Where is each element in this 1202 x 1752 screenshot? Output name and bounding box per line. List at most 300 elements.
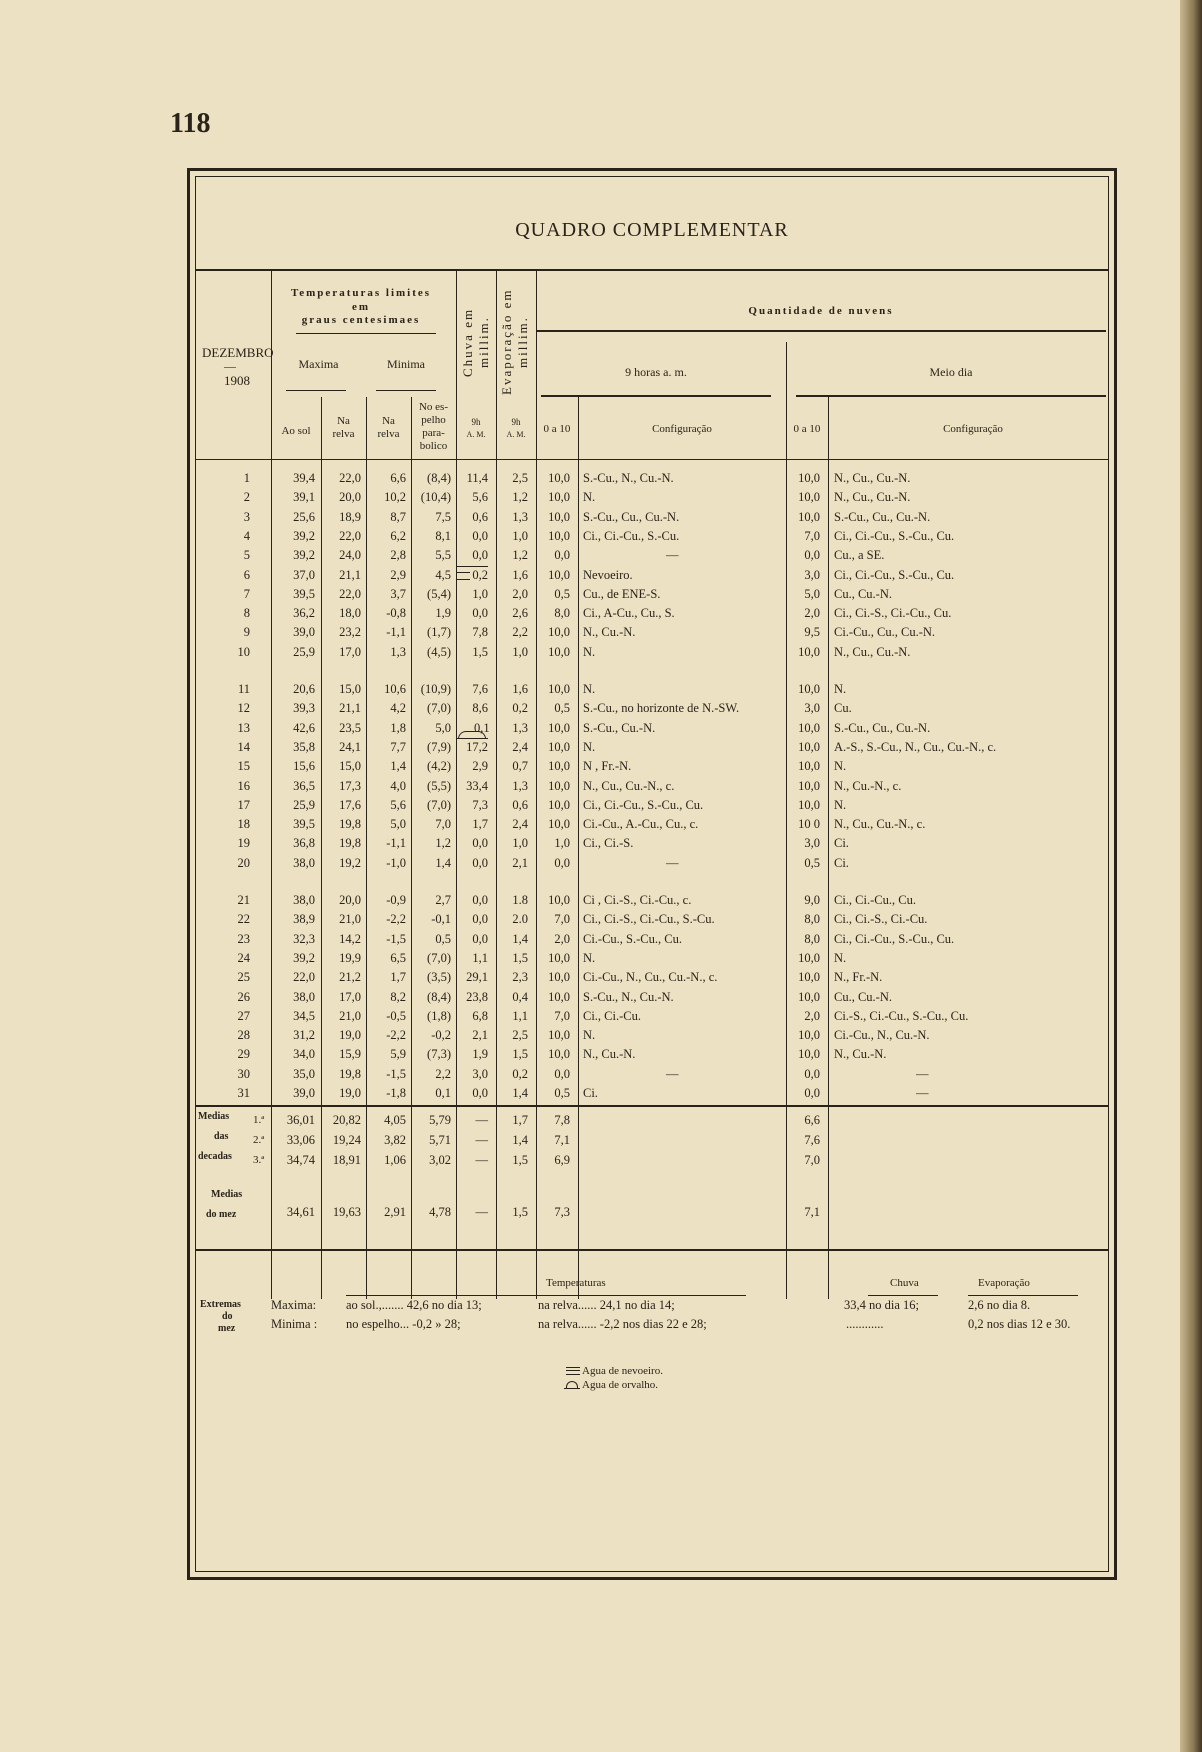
month-mean-relva-min: 2,91 [384, 1205, 406, 1219]
cell-relva-max: 22,0 [339, 586, 361, 601]
decade-means-label-3: decadas [198, 1151, 232, 1162]
cell-nmd: 9,0 [804, 893, 820, 907]
cell-evap: 1,4 [512, 1086, 528, 1100]
cell-relva-max: 20,0 [339, 490, 361, 505]
cell-nmd: 10,0 [798, 509, 820, 524]
cell-sol: 39,0 [293, 625, 315, 640]
cell-nmd: 8,0 [804, 931, 820, 946]
cell-sol: 36,8 [293, 836, 315, 851]
extremes-temperaturas-rule [346, 1295, 746, 1296]
evap-time-line2: A. M. [506, 430, 526, 439]
decade-mean-rain: — [475, 1133, 488, 1147]
day-number: 1 [243, 471, 250, 485]
cell-relva-max: 21,1 [339, 701, 361, 716]
decade-ordinal: 2.ª [253, 1134, 265, 1146]
cell-config-midday: S.-Cu., Cu., Cu.-N. [834, 509, 931, 524]
cell-relva-max: 19,8 [339, 817, 361, 832]
cell-sol: 39,2 [293, 528, 315, 543]
cell-config-9am: S.-Cu., Cu., Cu.-N. [583, 509, 680, 524]
cell-nmd: 2,0 [804, 1008, 820, 1023]
cell-rain: 1,0 [472, 586, 488, 601]
cell-rain: 0,0 [472, 931, 488, 946]
decade-mean-row [196, 1109, 1116, 1131]
maxima-label: Maxima [298, 357, 339, 371]
cell-sol: 34,5 [293, 1008, 315, 1023]
extremes-top-rule [196, 1249, 1108, 1251]
cell-espelho: 2,2 [435, 1066, 451, 1081]
decade-mean-n9: 6,9 [554, 1153, 570, 1167]
temperatures-group-rule [296, 333, 436, 334]
temperatures-group-line3: graus centesimaes [301, 314, 421, 326]
cell-relva-max: 21,1 [339, 567, 361, 582]
cell-sol: 36,2 [293, 606, 315, 621]
cell-evap: 2,4 [512, 817, 528, 832]
cell-config-midday: Ci., Ci.-Cu., S.-Cu., Cu. [834, 567, 955, 582]
cell-config-9am: N., Cu.-N. [583, 625, 636, 640]
cell-rain: 7,8 [472, 625, 488, 640]
cell-config-midday: N., Cu., Cu.-N. [834, 471, 911, 485]
cell-n9: 10,0 [548, 797, 570, 812]
cell-nmd: 10 0 [798, 817, 820, 832]
cell-nmd: 10,0 [798, 1028, 820, 1043]
cell-espelho: -0,1 [431, 912, 451, 927]
cell-sol: 39,2 [293, 950, 315, 965]
cell-config-midday: Ci.-Cu., Cu., Cu.-N. [834, 625, 936, 640]
legend-fog [566, 1365, 663, 1377]
table-row [196, 641, 1116, 663]
day-number: 17 [237, 797, 250, 812]
decade-mean-espelho: 3,02 [429, 1153, 451, 1167]
cell-config-9am: — [666, 1066, 679, 1081]
month-dash: — [224, 359, 236, 373]
extremes-label-2: do [222, 1311, 233, 1322]
cell-config-midday: Ci., Ci.-S., Ci.-Cu. [834, 912, 928, 927]
cell-relva-min: 5,0 [390, 817, 406, 832]
cell-config-9am: Cu., de ENE-S. [583, 586, 661, 601]
month-mean-rain: — [475, 1205, 488, 1219]
cell-nmd: 10,0 [798, 950, 820, 965]
cell-espelho: 7,0 [435, 817, 451, 832]
cell-sol: 25,9 [293, 644, 315, 659]
cell-config-9am: N. [583, 950, 596, 965]
cell-n9: 7,0 [554, 912, 570, 927]
extremes-min-relva: na relva...... -2,2 nos dias 22 e 28; [538, 1317, 707, 1331]
cell-relva-max: 24,0 [339, 548, 361, 563]
day-number: 15 [237, 759, 250, 774]
cell-config-midday: N., Cu., Cu.-N. [834, 490, 911, 505]
cell-relva-max: 18,0 [339, 606, 361, 621]
rain-value: 0,1 [474, 720, 490, 735]
cell-relva-max: 23,2 [339, 625, 361, 640]
cell-evap: 2,4 [512, 739, 528, 754]
cell-espelho: (7,0) [427, 950, 451, 965]
cell-rain: 0,0 [472, 528, 488, 543]
cell-n9: 10,0 [548, 528, 570, 543]
extremes-max-relva: na relva...... 24,1 no dia 14; [538, 1298, 675, 1312]
month-means-row [196, 1201, 1116, 1223]
cell-config-9am: Ci., Ci.-Cu. [583, 1008, 641, 1023]
extremes-label-1: Extremas [200, 1299, 241, 1310]
cell-relva-max: 19,8 [339, 836, 361, 851]
cell-n9: 10,0 [548, 682, 570, 696]
na-relva-min-line2: relva [377, 428, 400, 440]
cell-config-midday: N. [834, 797, 847, 812]
decade-mean-row [196, 1129, 1116, 1151]
cell-rain: 1,5 [472, 644, 488, 659]
extremes-min-espelho: no espelho... -0,2 » 28; [346, 1317, 461, 1331]
cell-relva-min: -2,2 [386, 1028, 406, 1043]
cell-sol: 38,0 [293, 989, 315, 1004]
cell-rain: 11,4 [466, 471, 488, 485]
cell-rain: 5,6 [472, 490, 488, 505]
cell-rain: 3,0 [472, 1066, 488, 1081]
cell-sol: 36,5 [293, 778, 315, 793]
cell-relva-min: -2,2 [386, 912, 406, 927]
cell-config-midday: Ci., Ci.-S., Ci.-Cu., Cu. [834, 606, 952, 621]
cell-espelho: (1,8) [427, 1008, 451, 1023]
config-9am-label: Configuração [652, 423, 712, 435]
day-number: 3 [243, 509, 250, 524]
cell-rain: 0,0 [472, 855, 488, 870]
na-relva-max-line2: relva [332, 428, 355, 440]
cell-sol: 20,6 [293, 682, 315, 696]
cell-espelho: 0,5 [435, 931, 451, 946]
cell-evap: 1,6 [512, 682, 528, 696]
cell-n9: 0,0 [554, 855, 570, 870]
cell-config-9am: Ci., Ci.-S., Ci.-Cu., S.-Cu. [583, 912, 715, 927]
day-number: 18 [237, 817, 250, 832]
month-means-label-1: Medias [211, 1189, 243, 1200]
minima-label: Minima [387, 357, 425, 371]
temperatures-group-line2: em [351, 301, 371, 313]
cell-relva-min: 4,2 [390, 701, 406, 716]
cell-sol: 15,6 [293, 759, 315, 774]
cell-relva-max: 17,6 [339, 797, 361, 812]
cell-espelho: (8,4) [427, 989, 451, 1004]
cell-espelho: 1,4 [435, 855, 451, 870]
cell-relva-max: 20,0 [339, 893, 361, 907]
decade-mean-evap: 1,5 [512, 1153, 528, 1167]
cell-sol: 32,3 [293, 931, 315, 946]
cell-n9: 10,0 [548, 509, 570, 524]
cell-relva-min: -1,1 [386, 836, 406, 851]
cell-relva-max: 21,2 [339, 970, 361, 985]
cell-config-9am: N. [583, 490, 596, 505]
ao-sol-label: Ao sol [281, 425, 311, 437]
day-number: 27 [237, 1008, 250, 1023]
maxima-rule [286, 390, 346, 391]
cell-rain: 2,1 [472, 1028, 488, 1043]
decade-mean-relva-max: 18,91 [332, 1153, 361, 1167]
cell-rain: 0,0 [472, 548, 488, 563]
rain-time-line2: A. M. [466, 430, 486, 439]
cell-nmd: 10,0 [798, 778, 820, 793]
cell-nmd: 10,0 [798, 720, 820, 735]
cell-espelho: (10,9) [420, 682, 451, 696]
cell-rain: 0,6 [472, 509, 488, 524]
cell-relva-max: 21,0 [339, 912, 361, 927]
month-label: DEZEMBRO [202, 345, 274, 360]
cell-relva-max: 15,9 [339, 1047, 361, 1062]
midday-rule [796, 395, 1106, 397]
header-bottom-rule [196, 459, 1108, 460]
table-inner-frame [195, 176, 1109, 1572]
cell-nmd: 3,0 [804, 701, 820, 716]
cell-config-9am: N., Cu.-N. [583, 1047, 636, 1062]
day-number: 22 [237, 912, 250, 927]
day-number: 20 [237, 855, 250, 870]
day-number: 13 [237, 720, 250, 735]
cell-rain: 1,9 [472, 1047, 488, 1062]
clouds-group-rule [536, 330, 1106, 332]
title-divider [196, 269, 1108, 271]
cell-config-midday: Cu., a SE. [834, 548, 885, 563]
cell-evap: 1,2 [512, 490, 528, 505]
evaporation-header: Evaporação em millim. [499, 288, 530, 396]
temperatures-group-line1: Temperaturas limites [290, 287, 432, 299]
cell-config-9am: N. [583, 739, 596, 754]
rain-time-line1: 9h [471, 417, 481, 427]
cell-espelho: 5,0 [435, 720, 451, 735]
month-means-label-2: do mez [206, 1209, 237, 1220]
cell-config-9am: — [666, 548, 679, 563]
cell-evap: 2,5 [512, 471, 528, 485]
cell-nmd: 3,0 [804, 836, 820, 851]
cell-relva-max: 21,0 [339, 1008, 361, 1023]
cell-sol: 38,0 [293, 855, 315, 870]
cell-config-midday: Cu., Cu.-N. [834, 586, 892, 601]
extremes-evaporacao-rule [968, 1295, 1078, 1296]
cell-relva-max: 17,0 [339, 989, 361, 1004]
extremes-rain-max: 33,4 no dia 16; [844, 1298, 919, 1312]
cell-rain: 0,0 [472, 1086, 488, 1100]
cell-evap: 1,1 [512, 1008, 528, 1023]
cell-relva-max: 17,3 [339, 778, 361, 793]
cell-espelho: (1,7) [427, 625, 451, 640]
day-number: 4 [243, 528, 250, 543]
cell-config-midday: Ci.-S., Ci.-Cu., S.-Cu., Cu. [834, 1008, 969, 1023]
decade-ordinal: 3.ª [253, 1154, 265, 1166]
cell-evap: 1,4 [512, 931, 528, 946]
cell-config-midday: Cu. [834, 701, 852, 716]
decade-mean-relva-min: 3,82 [384, 1133, 406, 1147]
cell-nmd: 10,0 [798, 739, 820, 754]
cell-relva-max: 19,0 [339, 1028, 361, 1043]
cell-nmd: 5,0 [804, 586, 820, 601]
cell-sol: 39,3 [293, 701, 315, 716]
cell-config-midday: N., Cu.-N., c. [834, 778, 902, 793]
cell-n9: 0,0 [554, 548, 570, 563]
cell-n9: 10,0 [548, 1047, 570, 1062]
cell-config-midday: Ci., Ci.-Cu., Cu. [834, 893, 916, 907]
cell-config-midday: N., Cu.-N. [834, 1047, 887, 1062]
decade-mean-rain: — [475, 1113, 488, 1127]
cell-config-midday: N. [834, 759, 847, 774]
cell-relva-max: 19,0 [339, 1086, 361, 1100]
cell-relva-max: 19,2 [339, 855, 361, 870]
cell-sol: 42,6 [293, 720, 315, 735]
espelho-line3: para- [422, 427, 445, 439]
cell-n9: 10,0 [548, 893, 570, 907]
na-relva-max-line1: Na [337, 415, 350, 427]
decade-mean-nmd: 6,6 [804, 1113, 820, 1127]
cell-espelho: 7,5 [435, 509, 451, 524]
cell-espelho: 1,9 [435, 606, 451, 621]
cell-rain: 6,8 [472, 1008, 488, 1023]
cell-nmd: 0,5 [804, 855, 820, 870]
cell-espelho: (7,0) [427, 797, 451, 812]
cell-relva-min: -0,5 [386, 1008, 406, 1023]
day-number: 5 [243, 548, 250, 563]
extremes-chuva-header: Chuva [890, 1277, 919, 1289]
decade-ordinal: 1.ª [253, 1114, 265, 1126]
day-number: 31 [237, 1086, 250, 1100]
cell-nmd: 10,0 [798, 682, 820, 696]
cell-relva-min: 5,9 [390, 1047, 406, 1062]
extremes-label-3: mez [218, 1323, 236, 1334]
cell-n9: 10,0 [548, 778, 570, 793]
cell-config-midday: Ci., Ci.-Cu., S.-Cu., Cu. [834, 931, 955, 946]
cell-nmd: 9,5 [804, 625, 820, 640]
month-mean-espelho: 4,78 [429, 1205, 451, 1219]
fog-water-icon [566, 1367, 580, 1375]
cell-relva-min: 8,7 [390, 509, 406, 524]
cell-espelho: 8,1 [435, 528, 451, 543]
cell-n9: 10,0 [548, 739, 570, 754]
clouds-group-label: Quantidade de nuvens [748, 305, 894, 317]
cell-config-9am: Ci.-Cu., S.-Cu., Cu. [583, 931, 682, 946]
cell-espelho: (3,5) [427, 970, 451, 985]
cell-rain: 0,0 [472, 836, 488, 851]
cell-espelho: (5,4) [427, 586, 451, 601]
cell-rain: 7,6 [472, 682, 488, 696]
cell-espelho: (4,5) [427, 644, 451, 659]
cell-nmd: 10,0 [798, 1047, 820, 1062]
cell-rain: 8,6 [472, 701, 488, 716]
cell-rain: 0,0 [472, 606, 488, 621]
cell-n9: 0,5 [554, 1086, 570, 1100]
cell-espelho: 0,1 [435, 1086, 451, 1100]
cell-relva-min: -0,9 [386, 893, 406, 907]
cell-relva-min: 1,8 [390, 720, 406, 735]
extremes-rain-min: ............ [846, 1317, 884, 1331]
cell-sol: 39,1 [293, 490, 315, 505]
cell-relva-min: 6,6 [390, 471, 406, 485]
cell-n9: 10,0 [548, 490, 570, 505]
cell-relva-min: 5,6 [390, 797, 406, 812]
cell-relva-max: 17,0 [339, 644, 361, 659]
cell-config-midday: Cu., Cu.-N. [834, 989, 892, 1004]
cell-config-9am: Ci., Ci.-Cu., S.-Cu. [583, 528, 680, 543]
fog-water-icon [456, 572, 470, 580]
day-number: 12 [237, 701, 250, 716]
evap-time-line1: 9h [511, 417, 521, 427]
cell-evap: 1,0 [512, 528, 528, 543]
extremes-evap-max: 2,6 no dia 8. [968, 1298, 1031, 1312]
cell-sol: 39,5 [293, 586, 315, 601]
cell-espelho: (8,4) [427, 471, 451, 485]
cell-sol: 22,0 [293, 970, 315, 985]
table-row [196, 852, 1116, 874]
cell-relva-min: 6,2 [390, 528, 406, 543]
cell-espelho: (7,9) [427, 739, 451, 754]
day-number: 11 [237, 682, 250, 696]
day-number: 9 [243, 625, 250, 640]
decade-means-label-1: Medias [198, 1111, 230, 1122]
cell-rain: 0,0 [472, 893, 488, 907]
cell-nmd: 10,0 [798, 644, 820, 659]
cell-evap: 0,7 [512, 759, 528, 774]
day-number: 2 [243, 490, 250, 505]
extremes-minima-label: Minima : [271, 1317, 318, 1331]
cell-relva-min: 6,5 [390, 950, 406, 965]
cell-relva-max: 19,8 [339, 1066, 361, 1081]
cell-sol: 25,6 [293, 509, 315, 524]
cell-sol: 39,0 [293, 1086, 315, 1100]
cell-rain: 1,7 [472, 817, 488, 832]
cell-rain: 33,4 [466, 778, 488, 793]
day-number: 7 [243, 586, 250, 601]
na-relva-min-line1: Na [382, 415, 395, 427]
cell-nmd: 10,0 [798, 970, 820, 985]
decade-mean-espelho: 5,71 [429, 1133, 451, 1147]
cell-evap: 1,0 [512, 644, 528, 659]
cell-config-9am: S.-Cu., N., Cu.-N. [583, 471, 674, 485]
cell-config-midday: N., Fr.-N. [834, 970, 883, 985]
cell-relva-min: 7,7 [390, 739, 406, 754]
cell-evap: 1,0 [512, 836, 528, 851]
cell-config-9am: Ci , Ci.-S., Ci.-Cu., c. [583, 893, 692, 907]
rain-header: Chuva em millim. [460, 307, 491, 377]
decade-mean-relva-max: 20,82 [332, 1113, 361, 1127]
day-number: 29 [237, 1047, 250, 1062]
cell-config-9am: N , Fr.-N. [583, 759, 632, 774]
cell-nmd: 10,0 [798, 490, 820, 505]
day-number: 23 [237, 931, 250, 946]
cell-rain: 23,8 [466, 989, 488, 1004]
config-midday-label: Configuração [943, 423, 1003, 435]
decade-mean-relva-min: 1,06 [384, 1153, 406, 1167]
cell-evap: 2,2 [512, 625, 528, 640]
cell-n9: 10,0 [548, 1028, 570, 1043]
cell-n9: 10,0 [548, 989, 570, 1004]
cell-relva-min: 10,6 [384, 682, 406, 696]
cell-n9: 10,0 [548, 625, 570, 640]
cell-nmd: 8,0 [804, 912, 820, 927]
cell-nmd: 10,0 [798, 797, 820, 812]
decade-mean-rain: — [475, 1153, 488, 1167]
cell-relva-min: 10,2 [384, 490, 406, 505]
cell-relva-max: 19,9 [339, 950, 361, 965]
cell-config-midday: N., Cu., Cu.-N., c. [834, 817, 926, 832]
day-number: 28 [237, 1028, 250, 1043]
cell-evap: 1,3 [512, 720, 528, 735]
table-frame [187, 168, 1117, 1580]
cell-relva-min: -1,5 [386, 1066, 406, 1081]
cell-nmd: 10,0 [798, 471, 820, 485]
cell-config-midday: Ci., Ci.-Cu., S.-Cu., Cu. [834, 528, 955, 543]
decade-mean-relva-min: 4,05 [384, 1113, 406, 1127]
cell-config-midday: N. [834, 682, 847, 696]
cell-evap: 0,4 [512, 989, 528, 1004]
cell-evap: 0,6 [512, 797, 528, 812]
day-number: 14 [237, 739, 250, 754]
cell-relva-min: 1,3 [390, 644, 406, 659]
cell-evap: 1,5 [512, 950, 528, 965]
cell-n9: 0,0 [554, 1066, 570, 1081]
decade-mean-espelho: 5,79 [429, 1113, 451, 1127]
minima-rule [376, 390, 436, 391]
